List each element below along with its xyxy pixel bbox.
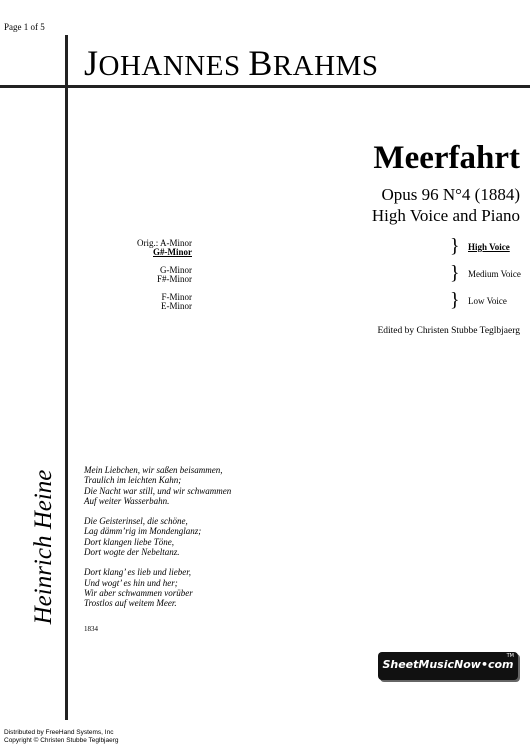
scoring: High Voice and Piano xyxy=(371,206,520,225)
poem-line: Dort klang’ es lieb und lieber, xyxy=(84,567,191,578)
composer-first-name-rest: OHANNES xyxy=(98,50,249,82)
poem-line: Wir aber schwammen vorüber xyxy=(84,587,193,598)
brace: } xyxy=(450,262,460,284)
brace: } xyxy=(450,289,460,311)
poem-year: 1834 xyxy=(84,625,98,633)
composer-last-name-rest: RAHMS xyxy=(272,50,379,82)
poem-line: Auf weiter Wasserbahn. xyxy=(84,495,170,506)
voice-type[interactable]: Low Voice xyxy=(468,296,507,306)
poem-text xyxy=(84,465,231,619)
work-subtitle xyxy=(372,184,520,226)
footer-credits xyxy=(4,729,119,745)
copyright-line: Copyright © Christen Stubbe Teglbjaerg xyxy=(4,737,119,744)
work-title: Meerfahrt xyxy=(373,140,520,176)
voice-type-selected[interactable]: High Voice xyxy=(468,242,510,252)
poem-line: Die Nacht war still, und wir schwammen xyxy=(84,485,232,496)
poem-line: Und wogt’ es hin und her; xyxy=(84,577,178,588)
poem-line: Mein Liebchen, wir saßen beisammen, xyxy=(84,465,223,475)
editor-credit: Edited by Christen Stubbe Teglbjaerg xyxy=(377,326,520,336)
opus-number: Opus 96 N°4 (1884) xyxy=(381,185,520,204)
distributor-line: Distributed by FreeHand Systems, Inc xyxy=(4,729,114,736)
sheetmusicnow-logo[interactable] xyxy=(378,652,518,680)
poem-stanza xyxy=(84,567,231,608)
composer-initial-last: B xyxy=(248,43,273,83)
poem-line: Dort klangen liebe Töne, xyxy=(84,536,174,547)
brace: } xyxy=(450,235,460,257)
horizontal-rule xyxy=(0,85,530,88)
poet-name: Heinrich Heine xyxy=(30,469,57,625)
key-option: E-Minor xyxy=(161,301,192,311)
page-number: Page 1 of 5 xyxy=(4,22,45,32)
key-option: Orig.: A-Minor xyxy=(137,238,192,248)
poem-stanza xyxy=(84,516,231,557)
composer-initial-first: J xyxy=(84,43,99,83)
key-option: F#-Minor xyxy=(156,274,192,284)
poem-line: Die Geisterinsel, die schöne, xyxy=(84,516,188,527)
composer-name xyxy=(84,42,379,84)
key-option: F-Minor xyxy=(161,292,192,302)
poem-line: Trostlos auf weitem Meer. xyxy=(84,598,177,609)
vertical-rule xyxy=(65,35,68,720)
key-option: G-Minor xyxy=(160,265,192,275)
poem-line: Dort wogte der Nebeltanz. xyxy=(84,547,180,558)
logo-trademark: TM xyxy=(506,653,514,659)
key-option-selected: G#-Minor xyxy=(153,247,192,257)
poet-name-container xyxy=(26,452,62,642)
poem-line: Lag dämm’rig im Mondenglanz; xyxy=(84,526,202,537)
voice-type[interactable]: Medium Voice xyxy=(468,269,521,279)
logo-text: SheetMusicNow•com xyxy=(382,658,514,671)
poem-stanza xyxy=(84,465,231,506)
poem-line: Traulich im leichten Kahn; xyxy=(84,475,182,486)
